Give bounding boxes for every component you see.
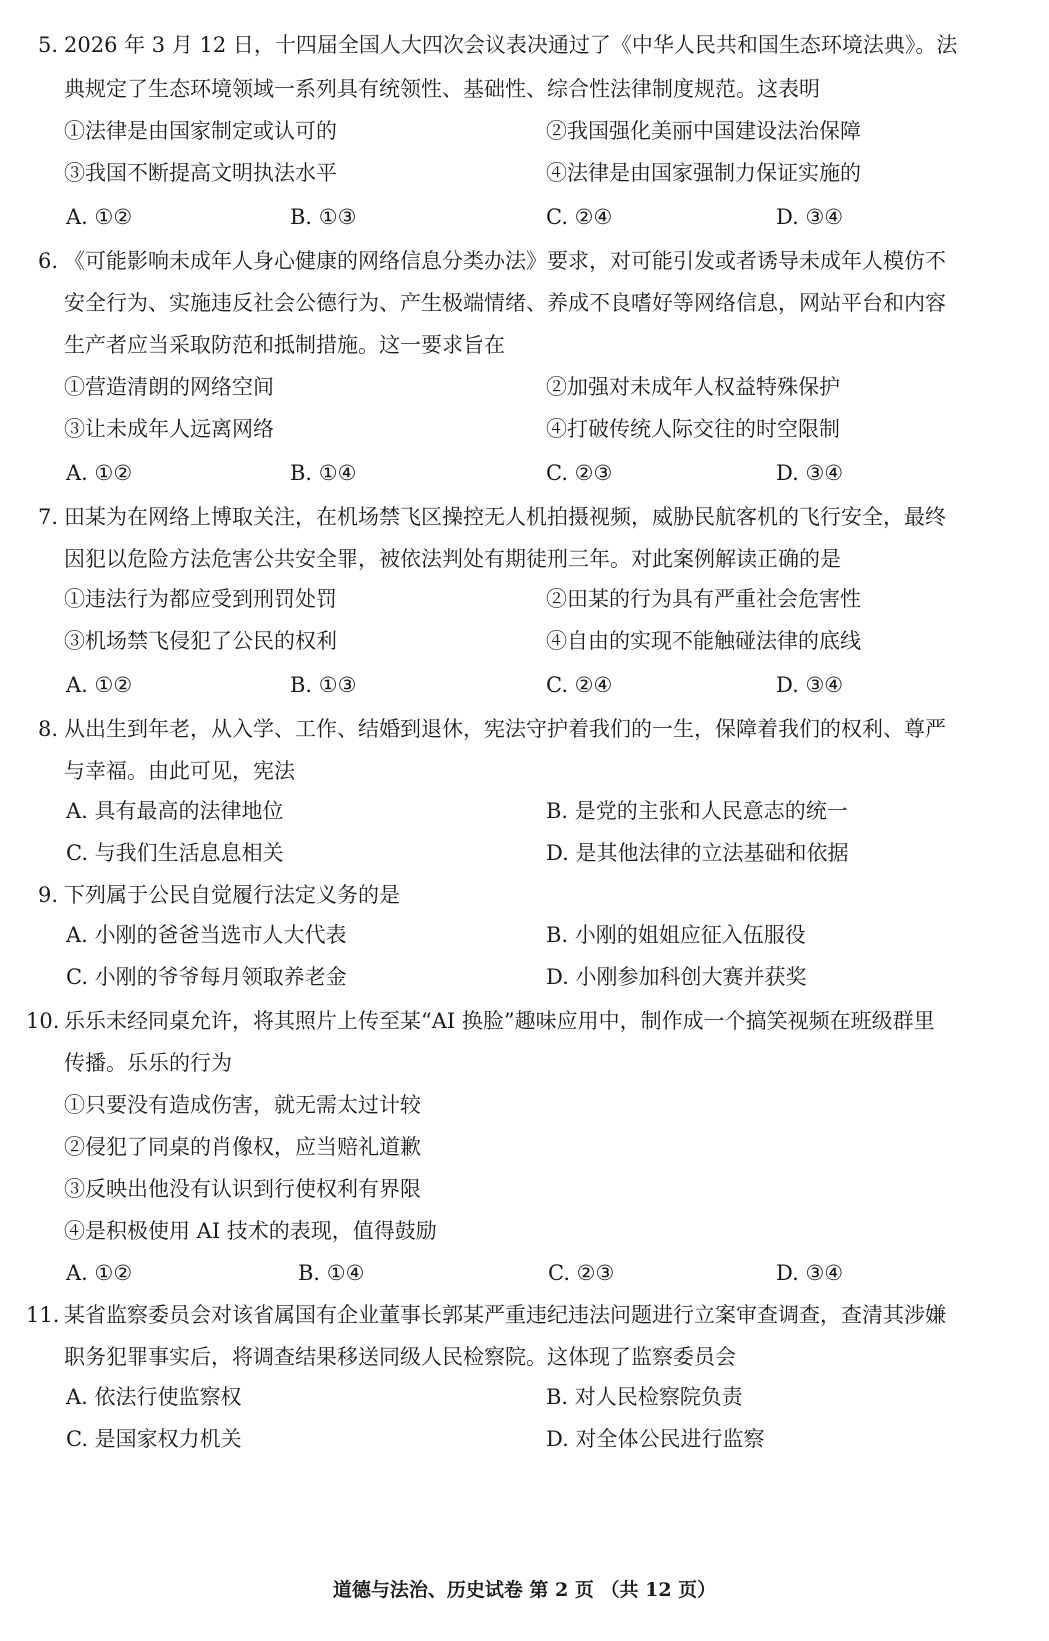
question-stem-line: 2026 年 3 月 12 日，十四届全国人大四次会议表决通过了《中华人民共和国生态环境法典》。法 — [64, 33, 958, 57]
question-number: 8. — [38, 717, 59, 741]
statement-item: ②加强对未成年人权益特殊保护 — [546, 375, 840, 399]
question-stem-line: 传播。乐乐的行为 — [64, 1051, 232, 1075]
answer-choice: C. ②④ — [546, 205, 613, 229]
answer-choice: A. 小刚的爸爸当选市人大代表 — [66, 923, 347, 947]
statement-item: ③机场禁飞侵犯了公民的权利 — [64, 629, 337, 653]
statement-item: ④法律是由国家强制力保证实施的 — [546, 161, 861, 185]
page-footer: 道德与法治、历史试卷 第 2 页 （共 12 页） — [332, 1579, 717, 1601]
question-number: 11. — [26, 1303, 60, 1327]
statement-item: ①只要没有造成伤害，就无需太过计较 — [64, 1093, 421, 1117]
statement-item: ③我国不断提高文明执法水平 — [64, 161, 337, 185]
answer-choice: D. ③④ — [776, 1261, 844, 1285]
answer-choice: C. 与我们生活息息相关 — [66, 841, 284, 865]
statement-item: ①违法行为都应受到刑罚处罚 — [64, 587, 337, 611]
question-stem-line: 典规定了生态环境领域一系列具有统领性、基础性、综合性法律制度规范。这表明 — [64, 77, 820, 101]
question-number: 6. — [38, 249, 59, 273]
answer-choice: D. ③④ — [776, 205, 844, 229]
question-number: 9. — [38, 883, 59, 907]
question-number: 10. — [26, 1009, 60, 1033]
statement-item: ③反映出他没有认识到行使权利有界限 — [64, 1177, 421, 1201]
question-stem-line: 生产者应当采取防范和抵制措施。这一要求旨在 — [64, 333, 505, 357]
answer-choice: C. 小刚的爷爷每月领取养老金 — [66, 965, 347, 989]
statement-item: ①营造清朗的网络空间 — [64, 375, 274, 399]
answer-choice: D. 对全体公民进行监察 — [546, 1427, 765, 1451]
question-stem-line: 某省监察委员会对该省属国有企业董事长郭某严重违纪违法问题进行立案审查调查，查清其涉嫌 — [64, 1303, 946, 1327]
question-number: 7. — [38, 505, 59, 529]
statement-item: ④是积极使用 AI 技术的表现，值得鼓励 — [64, 1219, 437, 1243]
answer-choice: C. ②③ — [546, 461, 613, 485]
answer-choice: B. 是党的主张和人民意志的统一 — [546, 799, 848, 823]
question-stem-line: 从出生到年老，从入学、工作、结婚到退休，宪法守护着我们的一生，保障着我们的权利、尊严 — [64, 717, 946, 741]
answer-choice: C. 是国家权力机关 — [66, 1427, 242, 1451]
answer-choice: B. ①④ — [290, 461, 357, 485]
statement-item: ②侵犯了同桌的肖像权，应当赔礼道歉 — [64, 1135, 421, 1159]
answer-choice: A. 具有最高的法律地位 — [66, 799, 284, 823]
statement-item: ②田某的行为具有严重社会危害性 — [546, 587, 861, 611]
question-stem-line: 下列属于公民自觉履行法定义务的是 — [64, 883, 400, 907]
answer-choice: D. ③④ — [776, 461, 844, 485]
answer-choice: B. 对人民检察院负责 — [546, 1385, 743, 1409]
answer-choice: C. ②④ — [546, 673, 613, 697]
statement-item: ③让未成年人远离网络 — [64, 417, 274, 441]
question-stem-line: 与幸福。由此可见，宪法 — [64, 759, 295, 783]
answer-choice: B. ①③ — [290, 673, 357, 697]
statement-item: ④自由的实现不能触碰法律的底线 — [546, 629, 861, 653]
question-number: 5. — [38, 33, 59, 57]
question-stem-line: 《可能影响未成年人身心健康的网络信息分类办法》要求，对可能引发或者诱导未成年人模仿不 — [64, 249, 946, 273]
answer-choice: A. ①② — [66, 461, 133, 485]
answer-choice: B. ①④ — [298, 1261, 365, 1285]
answer-choice: C. ②③ — [548, 1261, 615, 1285]
statement-item: ④打破传统人际交往的时空限制 — [546, 417, 840, 441]
answer-choice: D. 小刚参加科创大赛并获奖 — [546, 965, 807, 989]
question-stem-line: 职务犯罪事实后，将调查结果移送同级人民检察院。这体现了监察委员会 — [64, 1345, 736, 1369]
answer-choice: A. ①② — [66, 205, 133, 229]
answer-choice: B. ①③ — [290, 205, 357, 229]
statement-item: ②我国强化美丽中国建设法治保障 — [546, 119, 861, 143]
question-stem-line: 因犯以危险方法危害公共安全罪，被依法判处有期徒刑三年。对此案例解读正确的是 — [64, 547, 841, 571]
answer-choice: A. 依法行使监察权 — [66, 1385, 242, 1409]
question-stem-line: 安全行为、实施违反社会公德行为、产生极端情绪、养成不良嗜好等网络信息，网站平台和内容 — [64, 291, 946, 315]
answer-choice: A. ①② — [66, 1261, 133, 1285]
question-stem-line: 田某为在网络上博取关注，在机场禁飞区操控无人机拍摄视频，威胁民航客机的飞行安全，最终 — [64, 505, 946, 529]
question-stem-line: 乐乐未经同桌允许，将其照片上传至某“AI 换脸”趣味应用中，制作成一个搞笑视频在班级群里 — [64, 1009, 935, 1033]
answer-choice: D. ③④ — [776, 673, 844, 697]
answer-choice: A. ①② — [66, 673, 133, 697]
answer-choice: B. 小刚的姐姐应征入伍服役 — [546, 923, 806, 947]
statement-item: ①法律是由国家制定或认可的 — [64, 119, 337, 143]
answer-choice: D. 是其他法律的立法基础和依据 — [546, 841, 849, 865]
